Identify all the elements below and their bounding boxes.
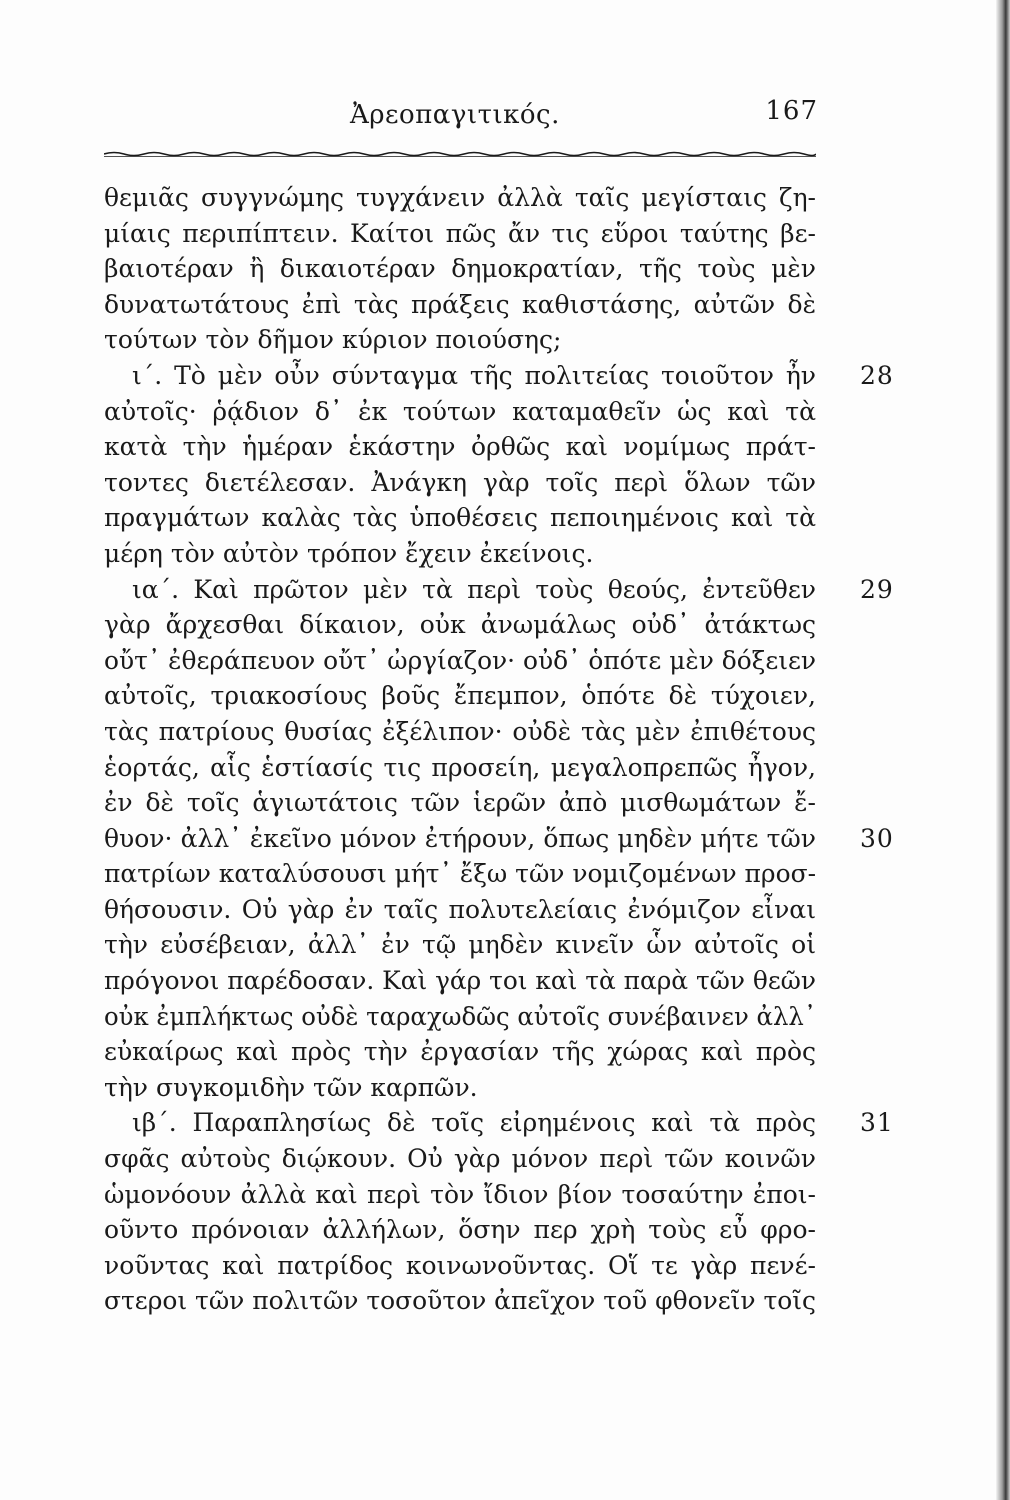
text-line-content: ἐν δὲ τοῖς ἁγιωτάτοις τῶν ἱερῶν ἀπὸ μισθωμάτων ἔ-: [104, 788, 816, 818]
text-line: [104, 999, 824, 1035]
text-line: [104, 251, 824, 287]
text-line-content: σφᾶς αὐτοὺς διῴκουν. Οὐ γὰρ μόνον περὶ τῶν κοινῶν: [104, 1144, 816, 1174]
header-rule: [104, 150, 816, 158]
text-line-content: οῦντο πρόνοιαν ἀλλήλων, ὅσην περ χρὴ τοὺς εὖ φρο-: [104, 1215, 816, 1245]
text-line: [104, 1248, 824, 1284]
page-number: 167: [765, 96, 818, 126]
text-line-content: αὐτοῖς, τριακοσίους βοῦς ἔπεμπον, ὁπότε δὲ τύχοιεν,: [104, 681, 816, 711]
text-line-content: μέρη τὸν αὐτὸν τρόπον ἔχειν ἐκείνοις.: [104, 538, 594, 568]
text-line: [104, 216, 824, 252]
text-line: [104, 429, 824, 465]
text-line: [104, 1070, 824, 1106]
text-line: [104, 394, 824, 430]
text-line-content: τοντες διετέλεσαν. Ἀνάγκη γὰρ τοῖς περὶ ὅλων τῶν: [104, 467, 816, 497]
text-line-content: τὴν εὐσέβειαν, ἀλλ᾽ ἐν τῷ μηδὲν κινεῖν ὧν αὐτοῖς οἱ: [104, 930, 816, 960]
text-line: [104, 607, 824, 643]
text-line-content: πραγμάτων καλὰς τὰς ὑποθέσεις πεποιημένοις καὶ τὰ: [104, 503, 816, 533]
body-text: [104, 180, 894, 1319]
text-line: [104, 856, 824, 892]
binding-edge: [996, 0, 1010, 1500]
text-line-content: γὰρ ἄρχεσθαι δίκαιον, οὐκ ἀνωμάλως οὐδ᾽ ἀτάκτως: [104, 610, 816, 640]
text-line-content: ια΄. Καὶ πρῶτον μὲν τὰ περὶ τοὺς θεούς, ἐντεῦθεν: [132, 574, 816, 604]
text-line: [104, 750, 824, 786]
text-line: [104, 1141, 824, 1177]
text-line: [104, 927, 824, 963]
page-header: [100, 96, 820, 136]
section-margin-number: 28: [860, 360, 894, 390]
text-line: [104, 643, 824, 679]
section-margin-number: 29: [860, 574, 894, 604]
text-line: [104, 1105, 894, 1141]
text-line: [104, 1034, 824, 1070]
text-line: [104, 678, 824, 714]
text-line-content: μίαις περιπίπτειν. Καίτοι πῶς ἄν τις εὕροι ταύτης βε-: [104, 218, 816, 248]
text-line: [104, 358, 894, 394]
text-line: [104, 465, 824, 501]
text-line-content: ἑορτάς, αἷς ἑστίασίς τις προσείη, μεγαλοπρεπῶς ἦγον,: [104, 752, 816, 782]
text-line-content: στεροι τῶν πολιτῶν τοσοῦτον ἀπεῖχον τοῦ φθονεῖν τοῖς: [104, 1286, 816, 1316]
text-line: [104, 500, 824, 536]
text-line: [104, 287, 824, 323]
text-line: [104, 1212, 824, 1248]
text-line-content: τὴν συγκομιδὴν τῶν καρπῶν.: [104, 1072, 478, 1102]
text-line-content: τὰς πατρίους θυσίας ἐξέλιπον· οὐδὲ τὰς μὲν ἐπιθέτους: [104, 716, 816, 746]
text-line: [104, 536, 824, 572]
running-title: Ἀρεοπαγιτικός.: [350, 100, 560, 130]
text-line-content: ιβ΄. Παραπλησίως δὲ τοῖς εἰρημένοις καὶ τὰ πρὸς: [132, 1108, 816, 1138]
text-line: [104, 1283, 824, 1319]
text-line: [104, 1177, 824, 1213]
text-line: [104, 322, 824, 358]
text-line-content: δυνατωτάτους ἐπὶ τὰς πράξεις καθιστάσης, αὐτῶν δὲ: [104, 289, 816, 319]
text-line: [104, 892, 824, 928]
text-line: [104, 963, 824, 999]
text-line-content: τούτων τὸν δῆμον κύριον ποιούσης;: [104, 325, 562, 355]
text-line-content: κατὰ τὴν ἡμέραν ἑκάστην ὀρθῶς καὶ νομίμως πράτ-: [104, 432, 816, 462]
text-line-content: βαιοτέραν ἢ δικαιοτέραν δημοκρατίαν, τῆς τοὺς μὲν: [104, 254, 816, 284]
text-line: [104, 572, 894, 608]
text-line-content: θήσουσιν. Οὐ γὰρ ἐν ταῖς πολυτελείαις ἐνόμιζον εἶναι: [104, 894, 816, 924]
section-margin-number: 30: [860, 823, 894, 853]
text-line-content: νοῦντας καὶ πατρίδος κοινωνοῦντας. Οἵ τε γὰρ πενέ-: [104, 1250, 816, 1280]
text-line: [104, 821, 894, 857]
text-line: [104, 180, 824, 216]
text-line-content: ι΄. Τὸ μὲν οὖν σύνταγμα τῆς πολιτείας τοιοῦτον ἦν: [132, 360, 816, 390]
text-line-content: ὡμονόουν ἀλλὰ καὶ περὶ τὸν ἴδιον βίον τοσαύτην ἐποι-: [104, 1179, 816, 1209]
text-line-content: πατρίων καταλύσουσι μήτ᾽ ἔξω τῶν νομιζομένων προσ-: [104, 859, 816, 889]
text-line-content: θυον· ἀλλ᾽ ἐκεῖνο μόνον ἐτήρουν, ὅπως μηδὲν μήτε τῶν: [104, 823, 816, 853]
section-margin-number: 31: [860, 1108, 894, 1138]
text-line-content: οὔτ᾽ ἐθεράπευον οὔτ᾽ ὠργίαζον· οὐδ᾽ ὁπότε μὲν δόξειεν: [104, 645, 816, 675]
text-line-content: οὐκ ἐμπλήκτως οὐδὲ ταραχωδῶς αὐτοῖς συνέβαινεν ἀλλ᾽: [104, 1001, 816, 1031]
text-line: [104, 785, 824, 821]
text-line-content: εὐκαίρως καὶ πρὸς τὴν ἐργασίαν τῆς χώρας καὶ πρὸς: [104, 1037, 816, 1067]
text-line: [104, 714, 824, 750]
text-line-content: θεμιᾶς συγγνώμης τυγχάνειν ἀλλὰ ταῖς μεγίσταις ζη-: [104, 183, 816, 212]
text-line-content: αὐτοῖς· ῥᾴδιον δ᾽ ἐκ τούτων καταμαθεῖν ὡς καὶ τὰ: [104, 396, 816, 426]
text-line-content: πρόγονοι παρέδοσαν. Καὶ γάρ τοι καὶ τὰ παρὰ τῶν θεῶν: [104, 966, 816, 996]
